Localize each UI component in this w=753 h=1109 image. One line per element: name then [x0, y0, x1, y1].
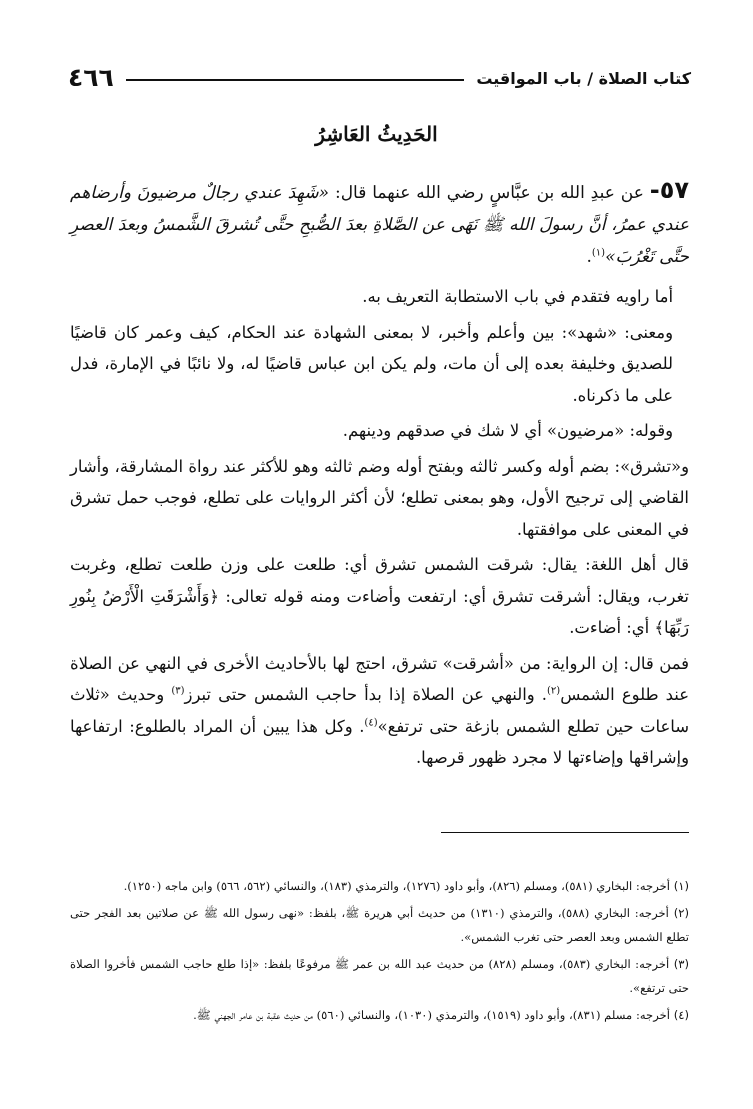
conclusion-part-2: . والنهي عن الصلاة إذا بدأ حاجب الشمس حتى تبرز: [184, 685, 547, 704]
chapter-title: كتاب الصلاة / باب المواقيت: [476, 69, 691, 88]
conclusion-part-1: فمن قال: إن الرواية: من «أشرقت» تشرق، احتج لها بالأحاديث الأخرى في النهي عن الصلاة عند طلوع الشمس: [70, 653, 690, 704]
paragraph-mardiyyun: وقوله: «مرضيون» أي لا شك في صدقهم ودينهم.: [342, 421, 673, 440]
footnote-text: أخرجه: البخاري (٥٨١)، ومسلم (٨٢٦)، وأبو داود (١٢٧٦)، والترمذي (١٨٣)، والنسائي (٥٦٢، ٥٦٦) وابن ماجه (١٢٥٠).: [123, 879, 671, 893]
hadith-end: .: [586, 247, 592, 267]
running-header: [68, 50, 691, 90]
footnote-text: أخرجه: البخاري (٥٨٨)، والترمذي (١٣١٠) من حديث أبي هريرة ﷺ، بلفظ: «نهى رسول الله ﷺ عن صلاتين بعد الفجر حتى تطلع الشمس وبعد العصر حتى تغرب الشمس».: [70, 905, 689, 944]
paragraph-tushriq: و«تشرق»: بضم أوله وكسر ثالثه وبفتح أوله وضم ثالثه وهو للأكثر عند رواة المشارقة، وأشار القاضي إلى ترجيح الأول، وهو بمعنى تطلع؛ لأن أكثر الروايات على تطلع، فوجب حمل تشرق في المعنى على موافقتها.: [70, 456, 689, 539]
footnote-ref-2: (٢): [547, 685, 561, 697]
footnote-number: (٤): [673, 1007, 689, 1022]
footnote-number: (٣): [673, 956, 689, 971]
footnote-rule: [441, 832, 689, 833]
footnote-4: [70, 1003, 689, 1028]
hadith-quote: «شَهِدَ عندي رجالٌ مرضيونَ وأرضاهم عندي عمرُ، أنَّ رسولَ الله ﷺ نَهَى عن الصَّلاةِ بعدَ الصُّبحِ حتَّى تُشرقَ الشَّمسُ وبعدَ العصرِ حتَّى تَغْرُبَ»: [70, 183, 689, 267]
footnote-number: (٢): [673, 905, 689, 920]
hadith-lead: عن عبدِ الله بن عبَّاسٍ رضي الله عنهما قال:: [329, 183, 644, 203]
conclusion-part-3: وحديث «ثلاث ساعات حين تطلع الشمس بازغة حتى ترتفع»: [70, 685, 689, 736]
footnote-1: [70, 874, 689, 899]
hadith-number: ٥٧-: [649, 176, 690, 204]
paragraph-meaning-shahida: ومعنى: «شهد»: بين وأعلم وأخبر، لا بمعنى الشهادة عند الحكام، كيف وعمر كان قاضيًا للصديق وخليفة بعده إلى أن مات، ولم يكن ابن عباس قاضيًا له، ولا نائبًا في الإمارة، فدل على ما ذكرناه.: [70, 322, 673, 405]
footnote-ref-1: (١): [591, 247, 606, 259]
footnote-text: أخرجه: البخاري (٥٨٣)، ومسلم (٨٢٨) من حديث عبد الله بن عمر ﷺ مرفوعًا بلفظ: «إذا طلع حاجب الشمس فأخروا الصلاة حتى ترتفع».: [70, 956, 689, 995]
footnote-number: (١): [673, 879, 689, 893]
paragraph-conclusion: [70, 648, 689, 774]
footnote-2: [70, 901, 689, 950]
hadith-block: [70, 174, 689, 273]
header-rule: [126, 79, 465, 81]
paragraph-narrator: أما راويه فتقدم في باب الاستطابة التعريف به.: [362, 287, 673, 306]
footnotes: [70, 874, 689, 1029]
body-text: [70, 174, 689, 774]
conclusion-part-4: . وكل هذا يبين أن المراد بالطلوع: ارتفاعها وإشراقها وإضاءتها لا مجرد ظهور قرصها.: [70, 716, 689, 767]
section-heading: الحَدِيثُ العَاشِرُ: [315, 122, 438, 146]
footnote-ref-4: (٤): [364, 717, 378, 729]
footnote-text: أخرجه: مسلم (٨٣١)، وأبو داود (١٥١٩)، والترمذي (١٠٣٠)، والنسائي (٥٦٠) من حديث عقبة بن عامر الجهني ﷺ.: [193, 1007, 671, 1022]
page-number: ٤٦٦: [68, 63, 114, 92]
footnote-ref-3: (٣): [171, 685, 185, 697]
footnote-3: [70, 952, 689, 1001]
paragraph-language: قال أهل اللغة: يقال: شرقت الشمس تشرق أي: طلعت على وزن طلعت تطلع، وغربت تغرب، ويقال: أشرقت تشرق أي: ارتفعت وأضاءت ومنه قوله تعالى: ﴿وَأَشْرَقَتِ الْأَرْضُ بِنُورِ رَبِّهَا﴾ أي: أضاءت.: [70, 555, 689, 637]
